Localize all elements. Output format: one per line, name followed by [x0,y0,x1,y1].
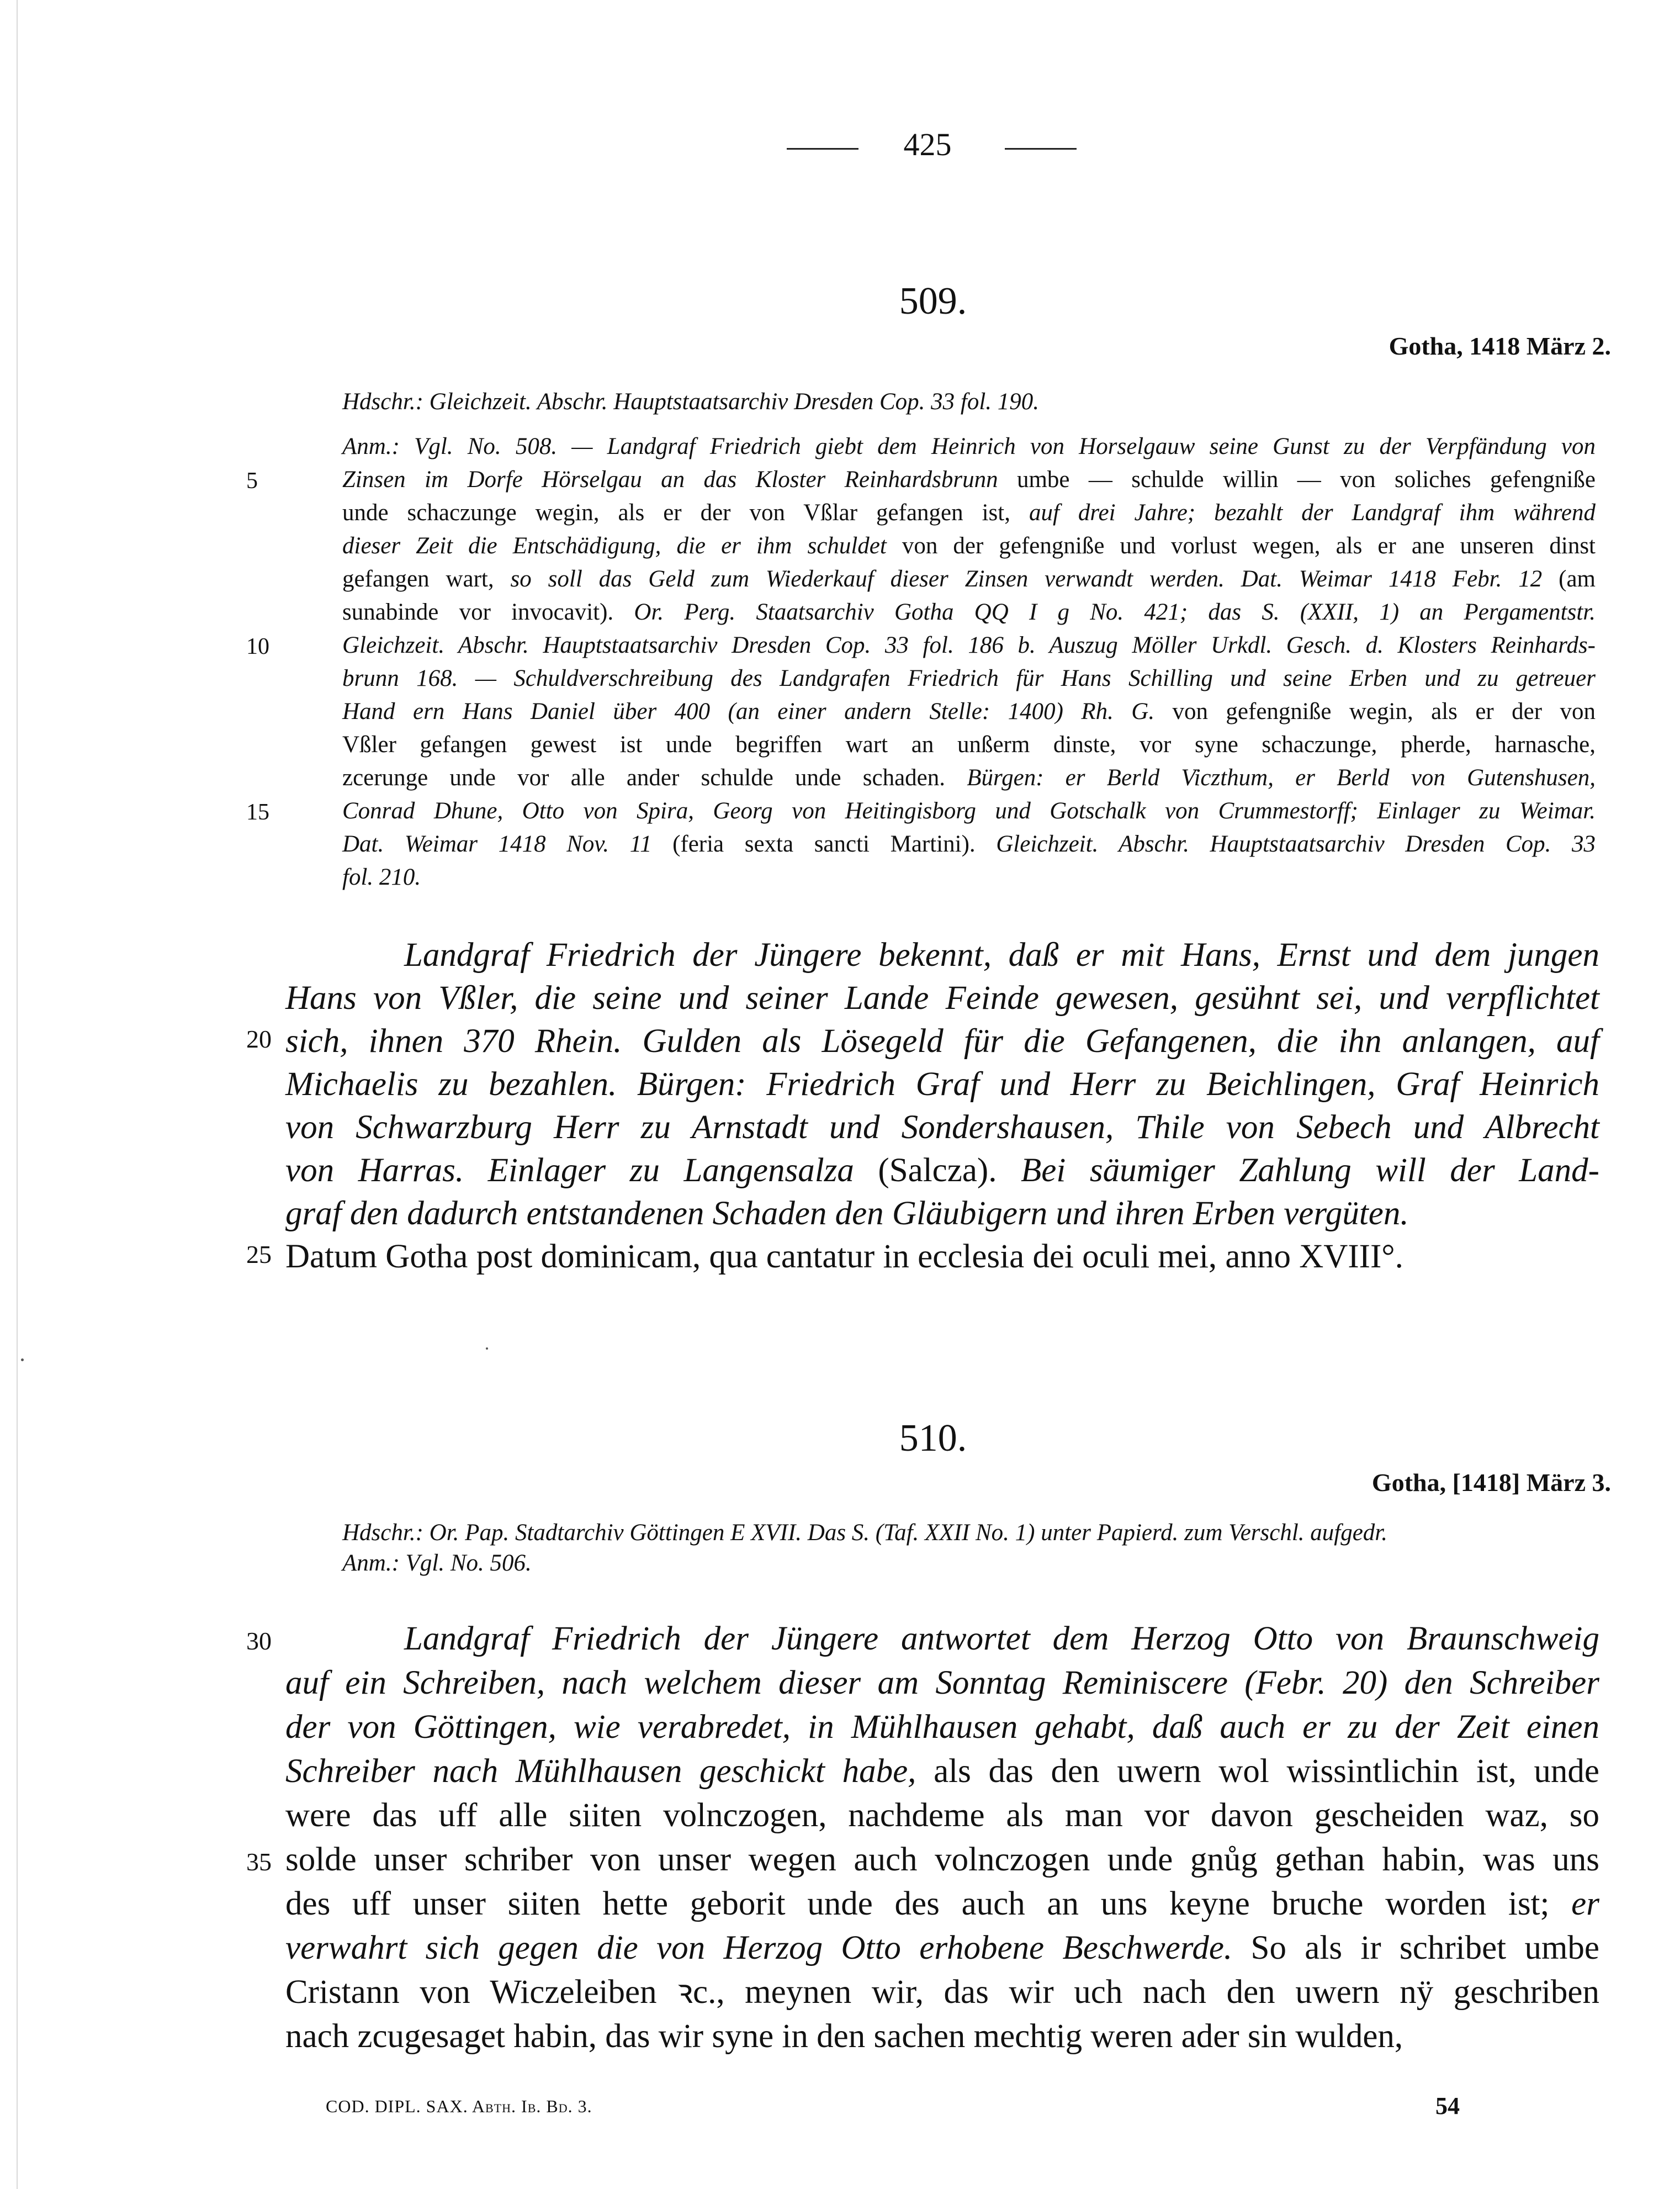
text-run: unde schaczunge wegin, als er der von Vßlar gefangen ist, [342,500,1029,526]
body-509-line [285,1149,1599,1193]
signature-line: COD. DIPL. SAX. Abth. Ib. Bd. 3. [326,2096,592,2116]
note-509-line [342,565,1596,594]
body-510-line [285,2014,1599,2059]
text-run: Or. Perg. Staatsarchiv Gotha QQ I g No. 421; das S. (XXII, 1) an Pergamentstr. [634,599,1596,625]
hdschr-509: Hdschr.: Gleichzeit. Abschr. Hauptstaatsarchiv Dresden Cop. 33 fol. 190. [342,389,1040,415]
text-run: Landgraf Friedrich der Jüngere antwortet dem Herzog Otto von Braunschweig [404,1620,1599,1657]
note-509-line [342,797,1596,826]
note-509-line [342,863,1596,892]
sheet-number: 54 [1435,2092,1460,2119]
place-date-509: Gotha, 1418 März 2. [1388,332,1611,360]
text-run: von gefengniße wegin, als er der von [1154,699,1596,725]
text-run: Landgraf Friedrich der Jüngere bekennt, daß er mit Hans, Ernst und dem jungen [404,937,1599,974]
text-run: von der gefengniße und vorlust wegen, als er ane unseren dinst [886,533,1596,559]
body-510-line [285,1838,1599,1882]
note-509-line [342,532,1596,561]
text-run: fol. 210. [342,864,421,890]
text-run: Zinsen im Dorfe Hörselgau an das Kloster Reinhardsbrunn [342,467,998,493]
body-510-line [285,1926,1599,1970]
text-run: sunabinde vor invocavit). [342,599,634,625]
text-run: er [1571,1885,1599,1922]
text-run: Anm.: Vgl. No. 508. — Landgraf Friedrich giebt dem Heinrich von Horselgauw seine Gunst zu der Verpfändung von [342,433,1596,459]
text-run: Hdschr.: Or. Pap. Stadtarchiv Göttingen E XVII. Das S. (Taf. XXII No. 1) unter Papierd. zum Verschl. aufgedr. [342,1520,1388,1546]
text-run: Vßler gefangen gewest ist unde begriffen wart an unßerm dinste, vor syne schaczunge, pherde, harnasche, [342,732,1596,758]
text-run: Bürgen: er Berld Viczthum, er Berld von Gutenshusen, [967,765,1596,791]
text-run: auf ein Schreiben, nach welchem dieser am Sonntag Reminiscere (Febr. 20) den Schreiber [285,1664,1599,1701]
text-run: Gleichzeit. Abschr. Hauptstaatsarchiv Dresden Cop. 33 [996,831,1596,857]
body-509-line [285,1019,1599,1064]
text-run: were das uff alle siiten volnczogen, nachdeme als man vor davon gescheiden waz, so [285,1797,1599,1834]
scan-speck [486,1347,488,1350]
text-run: des uff unser siiten hette geborit unde des auch an uns keyne bruche worden ist; [285,1885,1572,1922]
text-run: so soll das Geld zum Wiederkauf dieser Zinsen verwandt werden. Dat. Weimar 1418 Febr. 12 [510,566,1543,592]
text-run: der von Göttingen, wie verabredet, in Mühlhausen gehabt, daß auch er zu der Zeit einen [285,1709,1599,1746]
body-510-line [285,1749,1599,1794]
note-509-line [342,697,1596,726]
text-run: graf den dadurch entstandenen Schaden den Gläubigern und ihren Erben vergüten. [285,1195,1409,1232]
line-number: 35 [246,1848,272,1876]
text-run: auf drei Jahre; bezahlt der Landgraf ihm während [1029,500,1596,526]
text-run: brunn 168. — Schuldverschreibung des Landgrafen Friedrich für Hans Schilling und seine Erben und zu getreuer [342,665,1596,691]
line-number: 25 [246,1240,272,1268]
note-509-line [342,631,1596,660]
page-number: 425 [903,126,952,162]
text-run: als das den uwern wol wissintlichin ist, unde [916,1753,1600,1790]
line-number: 20 [246,1025,272,1053]
body-509-line [285,976,1599,1021]
text-run: (feria sexta sancti Martini). [651,831,997,857]
text-run: dieser Zeit die Entschädigung, die er ihm schuldet [342,533,887,559]
note-509-line [342,432,1596,461]
header-dash-right [1005,148,1077,150]
text-run: (am [1542,566,1596,592]
text-run: Datum Gotha post dominicam, qua cantatur in ecclesia dei oculi mei, anno XVIII°. [285,1238,1403,1275]
body-510-line [285,1661,1599,1705]
text-run: (Salcza). [878,1152,1021,1189]
document-number-510: 510. [899,1417,967,1460]
note-509-line [342,731,1596,759]
body-510-line [285,1882,1599,1926]
note-510-line [342,1519,1596,1547]
scan-edge-shadow [17,0,18,2189]
place-date-510: Gotha, [1418] März 3. [1371,1468,1611,1497]
text-run: Schreiber nach Mühlhausen geschickt habe, [285,1753,916,1790]
note-509-line [342,598,1596,627]
body-510-line [285,1705,1599,1749]
line-number: 10 [246,634,269,659]
text-run: Anm.: Vgl. No. 506. [342,1550,532,1576]
body-510-line [285,1970,1599,2014]
text-run: von Schwarzburg Herr zu Arnstadt und Sondershausen, Thile von Sebech und Albrecht [285,1109,1599,1146]
text-run: Hand ern Hans Daniel über 400 (an einer andern Stelle: 1400) Rh. G. [342,699,1155,725]
text-run: Cristann von Wiczeleiben ꝛc., meynen wir, das wir uch nach den uwern nÿ geschriben [285,1974,1599,2011]
text-run: sich, ihnen 370 Rhein. Gulden als Lösegeld für die Gefangenen, die ihn anlangen, auf [285,1023,1599,1060]
header-dash-left [787,148,858,150]
text-run: So als ir schribet umbe [1232,1929,1599,1966]
note-509-line [342,499,1596,527]
body-509-line [404,933,1599,977]
text-run: Michaelis zu bezahlen. Bürgen: Friedrich Graf und Herr zu Beichlingen, Graf Heinrich [285,1066,1599,1103]
note-509-line [342,764,1596,792]
note-509-line [342,664,1596,693]
body-509-line [285,1235,1599,1279]
body-510-line [404,1617,1599,1661]
line-number: 5 [246,468,258,494]
text-run: Hans von Vßler, die seine und seiner Lande Feinde gewesen, gesühnt sei, und verpflichtet [285,980,1599,1017]
note-509-line [342,830,1596,859]
text-run: von Harras. Einlager zu Langensalza [285,1152,878,1189]
text-run: nach zcugesaget habin, das wir syne in den sachen mechtig weren ader sin wulden, [285,2018,1403,2055]
note-510-line [342,1549,1596,1578]
body-509-line [285,1106,1599,1150]
text-run: Bei säumiger Zahlung will der Land- [1021,1152,1599,1189]
text-run: umbe — schulde willin — von soliches gefengniße [998,467,1596,493]
document-number-509: 509. [899,280,967,322]
text-run: zcerunge unde vor alle ander schulde unde schaden. [342,765,967,791]
line-number: 15 [246,800,269,825]
text-run: Dat. Weimar 1418 Nov. 11 [342,831,652,857]
body-509-line [285,1192,1599,1236]
body-510-line [285,1794,1599,1838]
text-run: solde unser schriber von unser wegen auch volnczogen unde gnůg gethan habin, was uns [285,1841,1599,1878]
note-509-line [342,466,1596,494]
body-509-line [285,1062,1599,1107]
text-run: verwahrt sich gegen die von Herzog Otto erhobene Beschwerde. [285,1929,1233,1966]
text-run: gefangen wart, [342,566,511,592]
scan-speck [21,1358,24,1361]
text-run: Conrad Dhune, Otto von Spira, Georg von Heitingisborg und Gotschalk von Crummestorff; Einlager zu Weimar. [342,798,1596,824]
text-run: Gleichzeit. Abschr. Hauptstaatsarchiv Dresden Cop. 33 fol. 186 b. Auszug Möller Urkdl. Gesch. d. Klosters Reinhards- [342,632,1596,658]
line-number: 30 [246,1627,272,1655]
